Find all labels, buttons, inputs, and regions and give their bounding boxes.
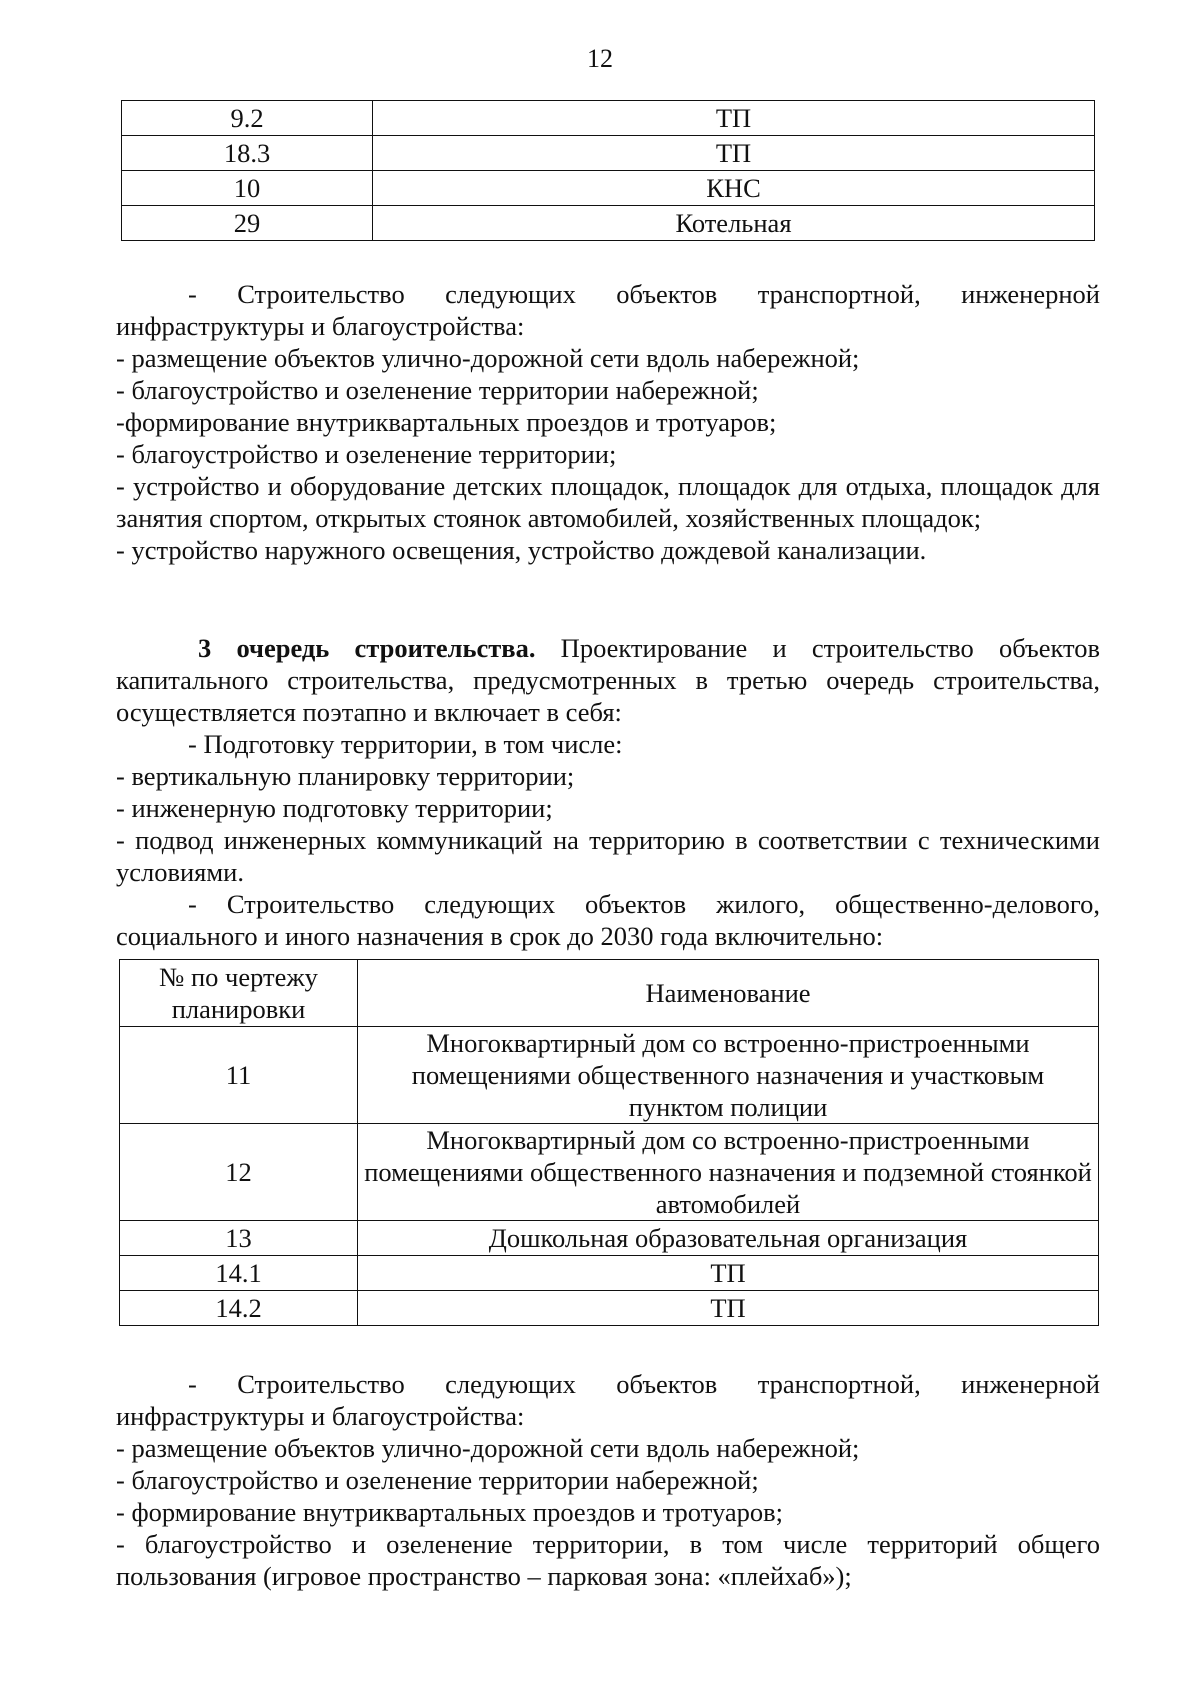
table-cell-num: 14.2 xyxy=(120,1291,358,1326)
stage-3-heading: 3 очередь строительства. xyxy=(198,633,536,663)
section-infrastructure-3 xyxy=(116,1368,1100,1592)
list-item: - благоустройство и озеленение территории; xyxy=(116,439,617,469)
table-cell-num: 18.3 xyxy=(122,136,373,171)
table-cell-name: КНС xyxy=(373,171,1095,206)
table-cell-name: ТП xyxy=(358,1291,1099,1326)
list-item: - размещение объектов улично-дорожной сети вдоль набережной; xyxy=(116,343,860,373)
table-row xyxy=(122,206,1095,241)
table-cell-name: Котельная xyxy=(373,206,1095,241)
paragraph-build-lead: - Строительство следующих объектов жилого, общественно-делового, социального и иного назначения в срок до 2030 года включительно: xyxy=(116,889,1100,951)
table-row xyxy=(122,101,1095,136)
table-cell-name: ТП xyxy=(373,136,1095,171)
table-cell-name: Многоквартирный дом со встроенно-пристроенными помещениями общественного назначения и участковым пунктом полиции xyxy=(358,1027,1099,1124)
stage-3-paragraph xyxy=(116,632,1100,728)
list-item: - инженерную подготовку территории; xyxy=(116,793,553,823)
list-item: - благоустройство и озеленение территории набережной; xyxy=(116,375,759,405)
list-item: - размещение объектов улично-дорожной сети вдоль набережной; xyxy=(116,1433,860,1463)
list-item: - подвод инженерных коммуникаций на территорию в соответствии с техническими условиями. xyxy=(116,825,1100,887)
section-infrastructure-2 xyxy=(116,278,1100,566)
paragraph-prep-lead: - Подготовку территории, в том числе: xyxy=(188,729,623,759)
table-cell-num: 13 xyxy=(120,1221,358,1256)
table-cell-name: Многоквартирный дом со встроенно-пристроенными помещениями общественного назначения и подземной стоянкой автомобилей xyxy=(358,1124,1099,1221)
table-row xyxy=(120,1027,1099,1124)
table-row xyxy=(120,1221,1099,1256)
page-number: 12 xyxy=(587,44,613,73)
paragraph-lead: - Строительство следующих объектов транспортной, инженерной инфраструктуры и благоустройства: xyxy=(116,279,1100,341)
table-cell-num: 10 xyxy=(122,171,373,206)
table-cell-name: ТП xyxy=(373,101,1095,136)
table-row xyxy=(122,171,1095,206)
table-header-row xyxy=(120,960,1099,1027)
stage-3-objects-table xyxy=(119,959,1099,1326)
table-row xyxy=(120,1124,1099,1221)
section-stage-3 xyxy=(116,632,1100,952)
list-item: - формирование внутриквартальных проездов и тротуаров; xyxy=(116,1497,783,1527)
list-item: - благоустройство и озеленение территории набережной; xyxy=(116,1465,759,1495)
paragraph-lead: - Строительство следующих объектов транспортной, инженерной инфраструктуры и благоустройства: xyxy=(116,1369,1100,1431)
table-cell-name: Дошкольная образовательная организация xyxy=(358,1221,1099,1256)
list-item: - устройство и оборудование детских площадок, площадок для отдыха, площадок для занятия спортом, открытых стоянок автомобилей, хозяйственных площадок; xyxy=(116,471,1100,533)
table-row xyxy=(120,1291,1099,1326)
table-cell-num: 11 xyxy=(120,1027,358,1124)
table-cell-num: 14.1 xyxy=(120,1256,358,1291)
table-cell-name: ТП xyxy=(358,1256,1099,1291)
list-item: - благоустройство и озеленение территории, в том числе территорий общего пользования (игровое пространство – парковая зона: «плейхаб»); xyxy=(116,1529,1100,1591)
objects-table-continued xyxy=(121,100,1095,241)
table-header-name: Наименование xyxy=(358,960,1099,1027)
table-cell-num: 29 xyxy=(122,206,373,241)
list-item: - вертикальную планировку территории; xyxy=(116,761,575,791)
table-header-num: № по чертежу планировки xyxy=(120,960,358,1027)
table-row xyxy=(120,1256,1099,1291)
table-cell-num: 12 xyxy=(120,1124,358,1221)
table-cell-num: 9.2 xyxy=(122,101,373,136)
list-item: - устройство наружного освещения, устройство дождевой канализации. xyxy=(116,535,927,565)
table-row xyxy=(122,136,1095,171)
list-item: -формирование внутриквартальных проездов и тротуаров; xyxy=(116,407,777,437)
stage-3-intro: Проектирование и строительство объектов капитального строительства, предусмотренных в третью очередь строительства, осуществляется поэтапно и включает в себя: xyxy=(116,633,1101,727)
